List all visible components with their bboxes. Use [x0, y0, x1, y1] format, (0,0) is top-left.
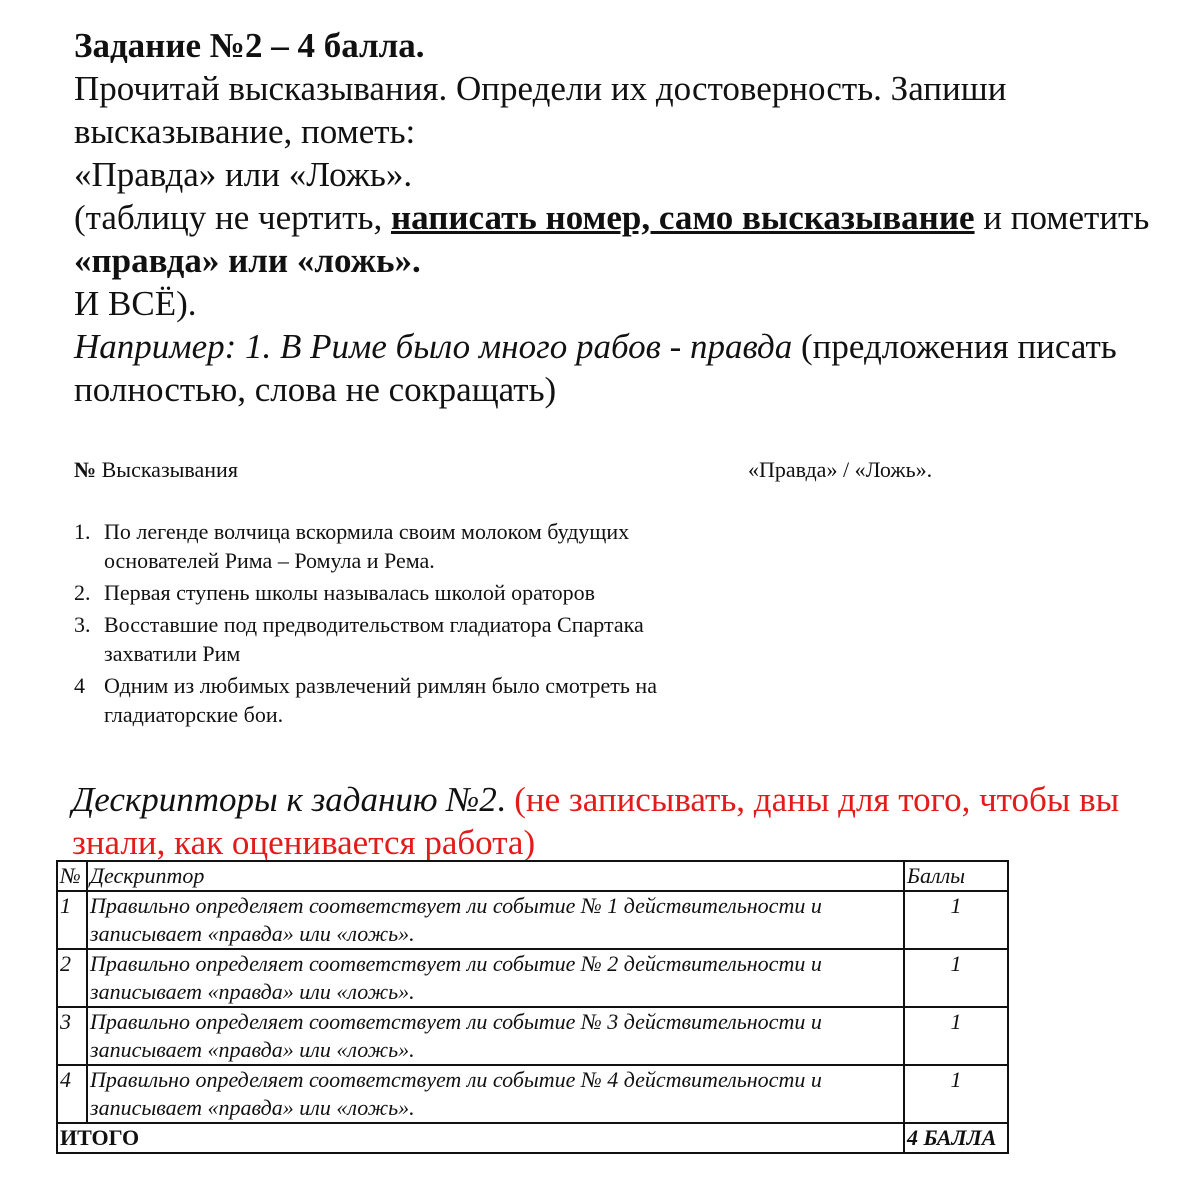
note-underlined: написать номер, само высказывание — [391, 198, 975, 237]
list-item: 1. По легенде волчица вскормила своим молоком будущих основателей Рима – Ромула и Рема. — [74, 519, 630, 573]
table-row: 1 Правильно определяет соответствует ли событие № 1 действительности и записывает «правда» или «ложь». 1 — [57, 891, 1008, 949]
descriptors-title: Дескрипторы к заданию №2. (не записывать, даны для того, чтобы вы знали, как оценивается работа) — [72, 780, 1120, 862]
total-points: 4 БАЛЛА — [904, 1123, 1008, 1153]
statements-header: № Высказывания — [74, 457, 238, 482]
descriptors-note: (не записывать, даны для того, чтобы вы знали, как оценивается работа) — [72, 780, 1120, 862]
header-descriptor: Дескриптор — [87, 861, 904, 891]
table-header-row — [57, 861, 1008, 891]
task-block — [74, 24, 1154, 411]
list-item: 2. Первая ступень школы называлась школой ораторов — [74, 580, 596, 605]
answer-header: «Правда» / «Ложь». — [748, 457, 933, 482]
table-row: 4 Правильно определяет соответствует ли событие № 4 действительности и записывает «правда» или «ложь». 1 — [57, 1065, 1008, 1123]
table-row: 3 Правильно определяет соответствует ли событие № 3 действительности и записывает «правда» или «ложь». 1 — [57, 1007, 1008, 1065]
task-example: Например: 1. В Риме было много рабов - правда (предложения писать полностью, слова не сокращать) — [74, 327, 1117, 409]
list-item: 3. Восставшие под предводительством гладиатора Спартака захватили Рим — [74, 612, 644, 666]
note-bold: «правда» или «ложь». — [74, 241, 421, 280]
task-note: (таблицу не чертить, написать номер, само высказывание и пометить «правда» или «ложь». — [74, 198, 1150, 280]
task-answer-format: «Правда» или «Ложь». — [74, 155, 413, 194]
descriptors-table — [56, 860, 1009, 1154]
header-num: № — [57, 861, 87, 891]
header-points: Баллы — [904, 861, 1008, 891]
list-item: 4 Одним из любимых развлечений римлян было смотреть на гладиаторские бои. — [74, 673, 657, 727]
task-title: Задание №2 – 4 балла. — [74, 26, 425, 65]
total-label: ИТОГО — [57, 1123, 904, 1153]
task-instruction: Прочитай высказывания. Определи их достоверность. Запиши высказывание, пометь: — [74, 69, 1007, 151]
task-note-end: И ВСЁ). — [74, 284, 197, 323]
table-total-row — [57, 1123, 1008, 1153]
statements-list — [74, 517, 734, 732]
table-row: 2 Правильно определяет соответствует ли событие № 2 действительности и записывает «правда» или «ложь». 1 — [57, 949, 1008, 1007]
